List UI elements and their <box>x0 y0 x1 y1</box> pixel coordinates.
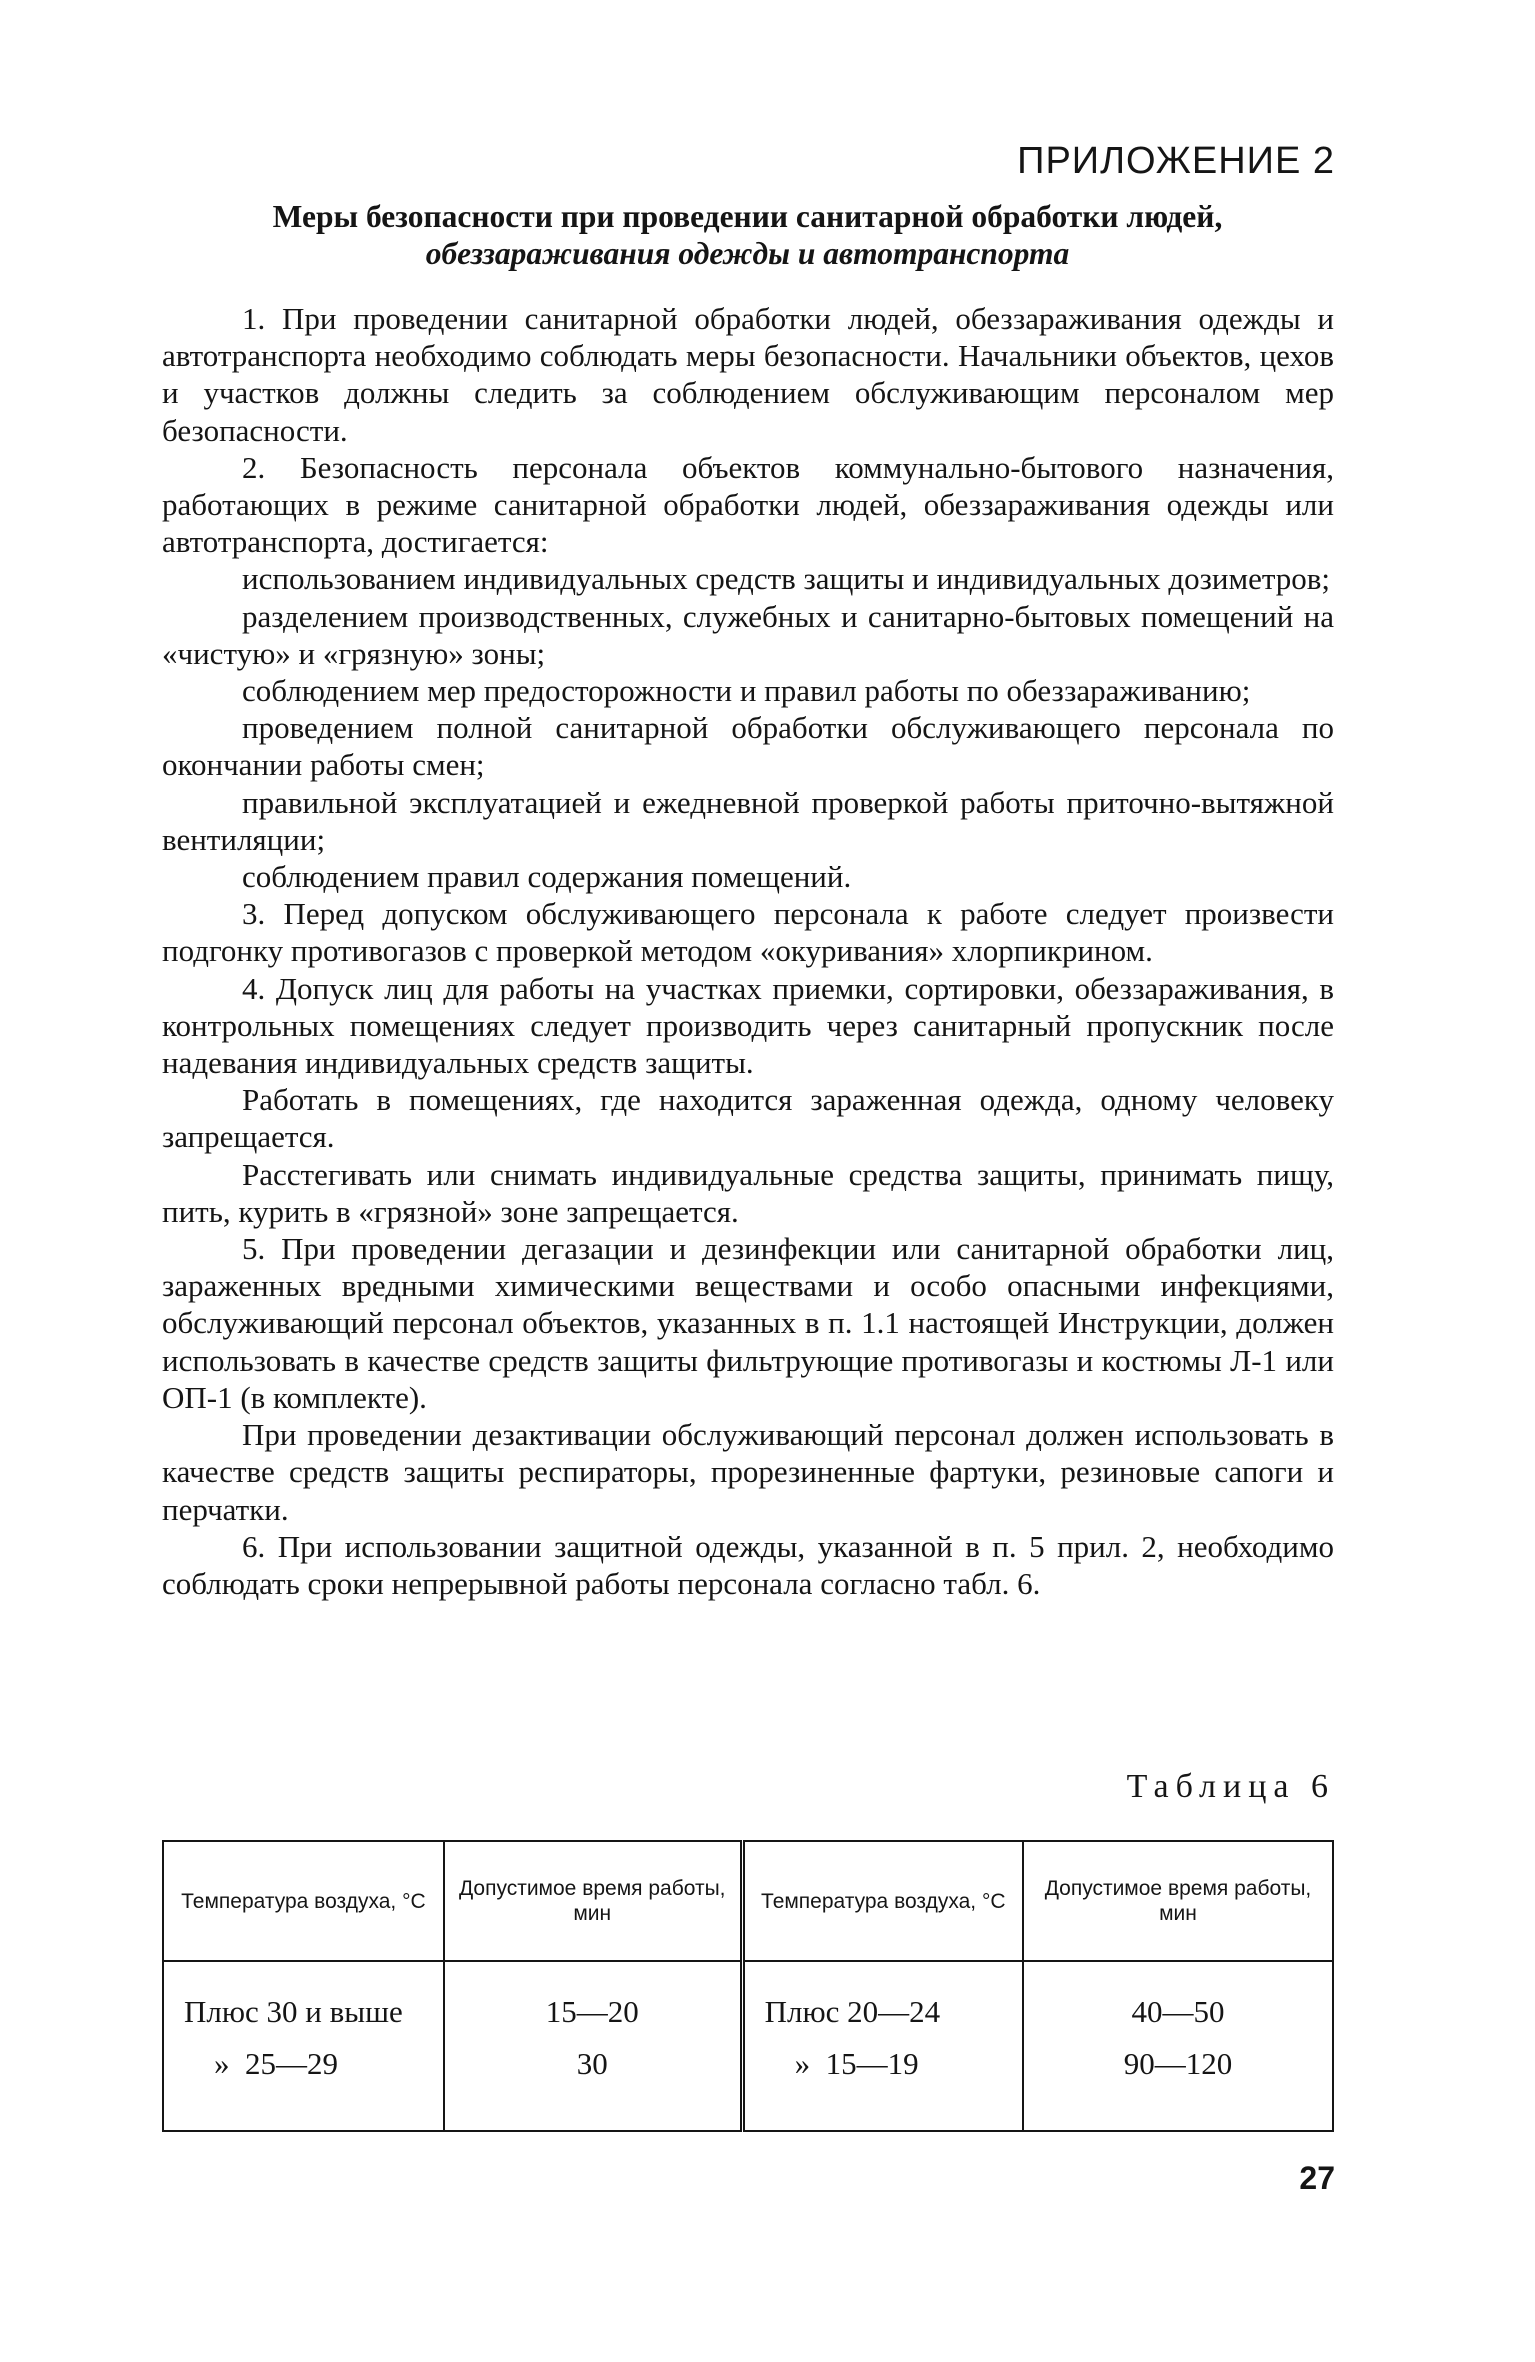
title-line-1: Меры безопасности при проведении санитарной обработки людей, <box>272 199 1223 234</box>
table-body-row <box>163 1961 1333 2131</box>
header-temperature-1: Температура воздуха, °С <box>163 1841 444 1961</box>
cell-value: 90—120 <box>1123 2046 1233 2081</box>
document-title <box>160 198 1335 272</box>
list-item-premises: соблюдением правил содержания помещений. <box>242 859 852 895</box>
cell-value: 30 <box>576 2046 608 2081</box>
list-item-ventilation: правильной эксплуатацией и ежедневной проверкой работы приточно-вытяжной вентиляции; <box>162 784 1334 857</box>
paragraph-4-prohibitions: Расстегивать или снимать индивидуальные средства защиты, принимать пищу, пить, курить в «грязной» зоне запрещается. <box>162 1156 1334 1229</box>
cell-value: 15—20 <box>545 1994 639 2029</box>
paragraph-5-decontamination: При проведении дезактивации обслуживающий персонал должен использовать в качестве средств защиты респираторы, прорезиненные фартуки, резиновые сапоги и перчатки. <box>162 1417 1334 1527</box>
table-cell <box>444 1961 742 2131</box>
cell-value: » 15—19 <box>794 2046 919 2081</box>
paragraph-4: 4. Допуск лиц для работы на участках приемки, сортировки, обеззараживания, в контрольных помещениях следует производить через санитарный пропускник после надевания индивидуальных средств защиты. <box>162 970 1334 1081</box>
page-number: 27 <box>1299 2160 1335 2196</box>
paragraph-6: 6. При использовании защитной одежды, указанной в п. 5 прил. 2, необходимо соблюдать сроки непрерывной работы персонала согласно табл. 6. <box>162 1528 1334 1601</box>
title-line-2: обеззараживания одежды и автотранспорта <box>425 236 1070 271</box>
header-allowed-time-2: Допустимое время работы, мин <box>1023 1841 1333 1961</box>
cell-value: » 25—29 <box>214 2046 338 2081</box>
paragraph-5: 5. При проведении дегазации и дезинфекции или санитарной обработки лиц, зараженных вредными химическими веществами и особо опасными инфекциями, обслуживающий персонал объектов, указанных в п. 1.1 настоящей Инструкции, должен использовать в качестве средств защиты фильтрующие противогазы и костюмы Л-1 или ОП-1 (в комплекте). <box>162 1231 1334 1415</box>
paragraph-4-work-alone: Работать в помещениях, где находится зараженная одежда, одному человеку запрещается. <box>162 1082 1334 1155</box>
header-allowed-time-1: Допустимое время работы, мин <box>444 1841 742 1961</box>
work-time-table <box>162 1840 1334 2132</box>
cell-value: 40—50 <box>1131 1994 1225 2029</box>
table-cell <box>1023 1961 1333 2131</box>
list-item-precautions: соблюдением мер предосторожности и правил работы по обеззараживанию; <box>242 673 1251 709</box>
table-cell <box>163 1961 444 2131</box>
table-cell <box>742 1961 1023 2131</box>
header-temperature-2: Температура воздуха, °С <box>742 1841 1023 1961</box>
table-header-row <box>163 1841 1333 1961</box>
table-caption: Таблица 6 <box>1126 1768 1335 1805</box>
paragraph-2: 2. Безопасность персонала объектов коммунально-бытового назначения, работающих в режиме санитарной обработки людей, обеззараживания одежды или автотранспорта, достигается: <box>162 449 1334 560</box>
paragraph-3: 3. Перед допуском обслуживающего персонала к работе следует произвести подгонку противогазов с проверкой методом «окуривания» хлорпикрином. <box>162 896 1334 969</box>
list-item-sanitization: проведением полной санитарной обработки обслуживающего персонала по окончании работы смен; <box>162 710 1334 783</box>
cell-value: Плюс 30 и выше <box>184 1994 403 2029</box>
paragraph-1: 1. При проведении санитарной обработки людей, обеззараживания одежды и автотранспорта необходимо соблюдать меры безопасности. Начальники объектов, цехов и участков должны следить за соблюдением обслуживающим персоналом мер безопасности. <box>162 301 1334 448</box>
appendix-label: ПРИЛОЖЕНИЕ 2 <box>1017 140 1335 182</box>
list-item-ppe: использованием индивидуальных средств защиты и индивидуальных дозиметров; <box>242 561 1331 597</box>
body-text <box>162 300 1334 1602</box>
cell-value: Плюс 20—24 <box>764 1994 941 2029</box>
list-item-zones: разделением производственных, служебных и санитарно-бытовых помещений на «чистую» и «грязную» зоны; <box>162 598 1334 671</box>
